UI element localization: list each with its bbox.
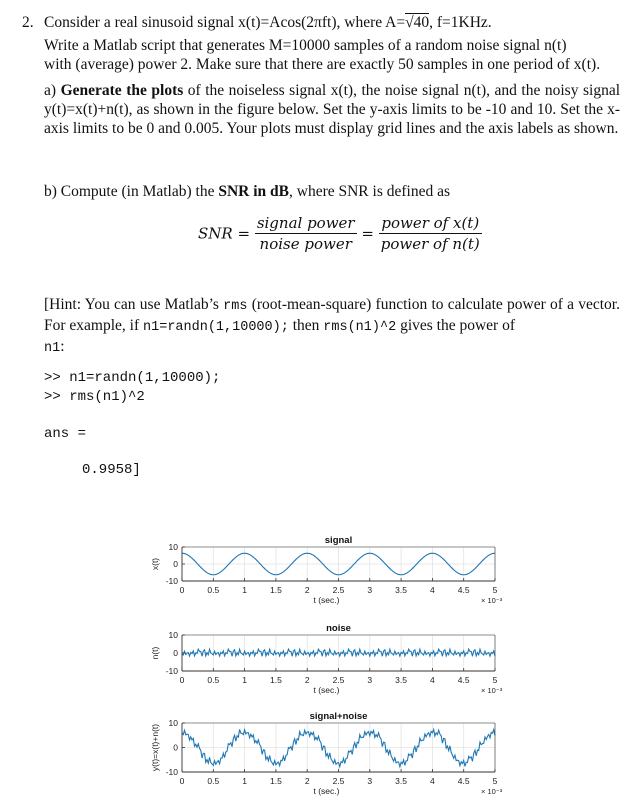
sqrt-expression: √40	[405, 14, 430, 31]
plot-title-signal-noise: signal+noise	[309, 711, 368, 722]
y-tick-label-signal-noise: 10	[168, 718, 178, 728]
code-ans-label: ans =	[44, 426, 87, 442]
x-tick-label-signal: 4.5	[457, 585, 470, 595]
part-b-suffix: , where SNR is defined as	[289, 183, 450, 200]
formula-num-2: power of x(t)	[379, 214, 482, 234]
x-tick-label-noise: 4	[430, 675, 435, 685]
y-label-noise: n(t)	[150, 646, 160, 660]
x-tick-label-noise: 3.5	[395, 675, 408, 685]
y-tick-label-signal-noise: -10	[165, 767, 178, 777]
y-tick-label-signal-noise: 0	[173, 742, 178, 753]
hint-text-3: then	[288, 317, 324, 334]
x-tick-label-signal: 3.5	[395, 585, 408, 595]
question-line-1-tail: , f=1KHz.	[429, 14, 492, 31]
snr-formula	[198, 214, 482, 253]
part-b-line	[44, 182, 450, 201]
x-scale-label-signal: × 10⁻³	[481, 596, 503, 605]
x-tick-label-signal-noise: 3	[367, 776, 373, 786]
part-b-prefix: b) Compute (in Matlab) the	[44, 183, 219, 200]
x-tick-label-noise: 2	[304, 675, 310, 685]
x-tick-label-signal-noise: 4.5	[457, 776, 470, 786]
x-tick-label-signal-noise: 0.5	[207, 776, 220, 786]
formula-fraction-2	[379, 214, 482, 253]
x-tick-label-noise: 2.5	[332, 675, 345, 685]
plot-title-noise: noise	[326, 623, 351, 634]
x-tick-label-signal-noise: 2.5	[332, 776, 345, 786]
x-tick-label-signal: 5	[492, 585, 498, 595]
x-tick-label-signal: 3	[367, 585, 373, 595]
x-tick-label-noise: 3	[367, 675, 373, 685]
x-tick-label-noise: 0	[179, 675, 185, 685]
x-tick-label-noise: 0.5	[207, 675, 220, 685]
part-a-paragraph	[44, 81, 620, 138]
question-line-2: Write a Matlab script that generates M=10000 samples of a random noise signal n(t)	[44, 37, 567, 54]
y-tick-label-signal: 10	[168, 542, 178, 552]
formula-equals: =	[361, 224, 374, 243]
part-a-bold: Generate the plots	[60, 82, 184, 99]
formula-den-1: noise power	[259, 235, 352, 253]
question-line-3: with (average) power 2. Make sure that there are exactly 50 samples in one period of x(t).	[44, 56, 601, 73]
signal-figure	[0, 525, 632, 809]
x-tick-label-signal: 4	[430, 585, 435, 595]
x-tick-label-signal: 0	[179, 585, 185, 595]
y-tick-label-signal: -10	[165, 576, 178, 586]
hint-text-2: (root-mean-square) function to calculate power of a vector. For example, if	[44, 296, 620, 334]
x-tick-label-noise: 5	[492, 675, 498, 685]
plot-title-signal: signal	[324, 535, 353, 546]
code-line-1: >> n1=randn(1,10000);	[44, 370, 221, 386]
hint-code-rms-squared: rms(n1)^2	[323, 320, 397, 335]
code-ans-value: 0.9958]	[82, 462, 141, 478]
x-scale-label-signal-noise: × 10⁻³	[481, 787, 503, 796]
x-tick-label-noise: 1.5	[269, 675, 282, 685]
x-tick-label-signal-noise: 0	[179, 776, 185, 786]
part-b-bold: SNR in dB	[218, 183, 289, 200]
question-number: 2.	[22, 14, 34, 31]
y-label-signal: x(t)	[150, 557, 160, 571]
formula-num-1: signal power	[256, 214, 355, 232]
x-tick-label-signal: 0.5	[207, 585, 220, 595]
hint-text-5: :	[60, 338, 65, 355]
x-tick-label-noise: 1	[242, 675, 247, 685]
x-tick-label-signal-noise: 1	[242, 776, 247, 786]
hint-code-n1: n1	[44, 341, 61, 356]
x-tick-label-signal-noise: 1.5	[269, 776, 282, 786]
y-tick-label-noise: 10	[168, 630, 178, 640]
y-tick-label-noise: -10	[165, 666, 178, 676]
x-tick-label-noise: 4.5	[457, 675, 470, 685]
x-label-signal-noise: t (sec.)	[313, 786, 340, 796]
x-tick-label-signal-noise: 4	[430, 776, 435, 786]
x-tick-label-signal: 1.5	[269, 585, 282, 595]
y-tick-label-noise: 0	[173, 648, 178, 658]
x-tick-label-signal-noise: 5	[492, 776, 498, 786]
formula-den-2: power of n(t)	[380, 235, 480, 253]
hint-text-4: gives the power of	[396, 317, 516, 334]
x-label-signal: t (sec.)	[313, 595, 340, 605]
y-tick-label-signal: 0	[173, 559, 178, 569]
hint-text-1: [Hint: You can use Matlab’s	[44, 296, 224, 313]
formula-fraction-1	[255, 214, 357, 253]
x-tick-label-signal: 2.5	[332, 585, 345, 595]
question-line-1-text: Consider a real sinusoid signal x(t)=Acos(2πft), where A=	[44, 14, 406, 31]
x-scale-label-noise: × 10⁻³	[481, 686, 503, 695]
x-tick-label-signal-noise: 2	[304, 776, 310, 786]
question-line-1	[44, 13, 492, 32]
part-a-label: a)	[44, 82, 61, 99]
x-tick-label-signal-noise: 3.5	[395, 776, 408, 786]
hint-code-randn: n1=randn(1,10000);	[143, 320, 289, 335]
y-label-signal-noise: y(t)=x(t)+n(t)	[150, 723, 160, 772]
x-tick-label-signal: 2	[304, 585, 310, 595]
x-tick-label-signal: 1	[242, 585, 247, 595]
hint-paragraph	[44, 295, 620, 358]
x-label-noise: t (sec.)	[313, 685, 340, 695]
hint-code-rms: rms	[223, 299, 248, 314]
formula-lhs: SNR =	[198, 224, 251, 243]
part-a-text: of the noiseless signal x(t), the noise signal n(t), and the noisy signal y(t)=x(t)+n(t), as shown in the figure below. Set the y-axis limits to be -10 and 10. Set the x-axis limits to be 0 and 0.005. Your plots must display grid lines and the axis labels as shown.	[44, 82, 621, 137]
code-line-2: >> rms(n1)^2	[44, 389, 145, 405]
